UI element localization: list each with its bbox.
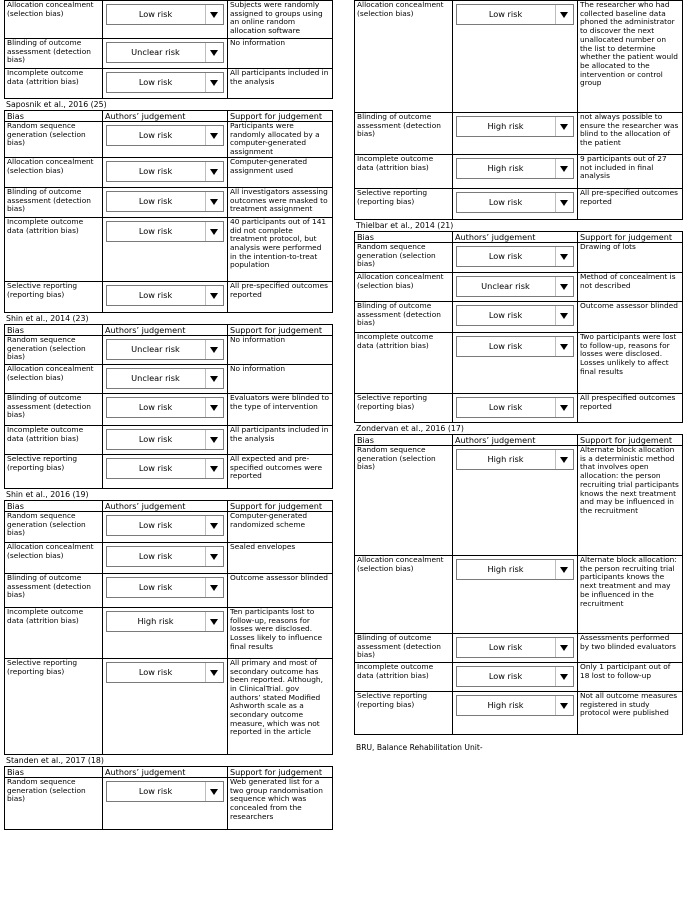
bias-domain: Random sequence generation (selection bias) (5, 122, 103, 158)
judgement-cell (103, 1, 228, 39)
support-text: The researcher who had collected baseline data phoned the administrator to discover the next unallocated number on the list to determine whether the patient would be allocated to the intervention or control group (578, 1, 683, 113)
header-judgement: Authors’ judgement (103, 324, 228, 335)
judgement-value: Low risk (138, 130, 173, 140)
table-row (355, 302, 683, 333)
bias-domain: Selective reporting (reporting bias) (5, 454, 103, 488)
judgement-value: Low risk (488, 671, 523, 681)
judgement-dropdown[interactable] (106, 72, 224, 93)
judgement-cell (103, 542, 228, 573)
chevron-down-icon[interactable] (205, 578, 223, 597)
chevron-down-icon[interactable] (205, 516, 223, 535)
judgement-dropdown[interactable] (456, 336, 574, 357)
risk-table-zondervan (354, 434, 683, 735)
judgement-cell (453, 333, 578, 394)
judgement-dropdown[interactable] (106, 611, 224, 632)
judgement-cell (103, 511, 228, 542)
judgement-cell (103, 217, 228, 281)
header-bias: Bias (5, 324, 103, 335)
bias-domain: Random sequence generation (selection bias) (355, 243, 453, 273)
judgement-dropdown[interactable] (456, 158, 574, 179)
right-continued-table (354, 0, 683, 220)
study-title: Zondervan et al., 2016 (17) (356, 424, 464, 433)
judgement-cell (103, 777, 228, 829)
support-text: All pre-specified outcomes reported (228, 281, 333, 312)
bias-domain: Allocation concealment (selection bias) (5, 542, 103, 573)
table-row (5, 39, 333, 69)
judgement-dropdown[interactable] (106, 577, 224, 598)
support-text: All investigators assessing outcomes were masked to treatment assignment (228, 187, 333, 217)
judgement-value: Low risk (138, 581, 173, 592)
bias-domain: Blinding of outcome assessment (detection bias) (5, 573, 103, 607)
judgement-value: Low risk (488, 402, 523, 412)
judgement-dropdown[interactable] (106, 42, 224, 63)
support-text: No information (228, 39, 333, 69)
bias-domain: Selective reporting (reporting bias) (5, 281, 103, 312)
support-text: Sealed envelopes (228, 542, 333, 573)
table-row (355, 692, 683, 735)
table-row (5, 393, 333, 425)
judgement-dropdown[interactable] (106, 161, 224, 182)
support-text: Not all outcome measures registered in study protocol were published (578, 692, 683, 735)
table-body (5, 511, 333, 754)
support-text: Participants were randomly allocated by a computer-generated assignment (228, 122, 333, 158)
chevron-down-icon[interactable] (205, 192, 223, 211)
header-support: Support for judgement (228, 766, 333, 777)
table-body (5, 122, 333, 313)
table-row (5, 217, 333, 281)
risk-table-shin-2016 (4, 500, 333, 755)
judgement-value: Low risk (488, 341, 523, 351)
judgement-value: Low risk (138, 550, 173, 561)
bias-domain: Allocation concealment (selection bias) (5, 364, 103, 393)
bias-domain: Incomplete outcome data (attrition bias) (5, 217, 103, 281)
judgement-value: Low risk (138, 462, 173, 473)
bias-domain: Selective reporting (reporting bias) (355, 189, 453, 220)
table-row (355, 333, 683, 394)
table-row (5, 281, 333, 312)
judgement-cell (103, 122, 228, 158)
support-text: Ten participants lost to follow-up, reasons for losses were disclosed. Losses likely to influence final results (228, 607, 333, 658)
judgement-value: Low risk (138, 785, 173, 796)
support-text: Outcome assessor blinded (578, 302, 683, 333)
support-text: Evaluators were blinded to the type of intervention (228, 393, 333, 425)
support-text: 9 participants out of 27 not included in final analysis (578, 155, 683, 189)
table-row (5, 364, 333, 393)
header-support: Support for judgement (578, 435, 683, 446)
chevron-down-icon[interactable] (555, 398, 573, 417)
bias-domain: Allocation concealment (selection bias) (5, 157, 103, 187)
judgement-dropdown[interactable] (106, 397, 224, 418)
bias-domain: Incomplete outcome data (attrition bias) (5, 425, 103, 454)
table-body (5, 335, 333, 488)
judgement-dropdown[interactable] (106, 191, 224, 212)
table-row (5, 425, 333, 454)
judgement-dropdown[interactable] (106, 515, 224, 536)
judgement-value: Low risk (138, 433, 173, 444)
bias-domain: Incomplete outcome data (attrition bias) (355, 155, 453, 189)
bias-domain: Blinding of outcome assessment (detection bias) (5, 39, 103, 69)
judgement-value: Low risk (138, 165, 173, 176)
judgement-value: High risk (487, 700, 524, 710)
header-row (355, 232, 683, 243)
chevron-down-icon[interactable] (205, 782, 223, 801)
header-bias: Bias (355, 435, 453, 446)
header-bias: Bias (5, 500, 103, 511)
header-bias: Bias (5, 766, 103, 777)
right-column (354, 0, 682, 753)
support-text: 40 participants out of 141 did not complete treatment protocol, but analysis were performed in the intention-to-treat population (228, 217, 333, 281)
judgement-dropdown[interactable] (456, 397, 574, 418)
judgement-value: Low risk (138, 666, 173, 677)
table-row (355, 634, 683, 663)
judgement-value: Unclear risk (481, 281, 530, 291)
judgement-value: High risk (487, 454, 524, 464)
bias-domain: Allocation concealment (selection bias) (355, 1, 453, 113)
chevron-down-icon[interactable] (555, 450, 573, 469)
chevron-down-icon[interactable] (205, 162, 223, 181)
bias-domain: Selective reporting (reporting bias) (5, 658, 103, 754)
chevron-down-icon[interactable] (205, 286, 223, 305)
header-bias: Bias (5, 111, 103, 122)
study-title: Standen et al., 2017 (18) (6, 755, 104, 765)
judgement-cell (453, 155, 578, 189)
judgement-cell (103, 573, 228, 607)
chevron-down-icon[interactable] (555, 117, 573, 136)
support-text: Only 1 participant out of 18 lost to follow-up (578, 663, 683, 692)
judgement-cell (453, 692, 578, 735)
chevron-down-icon[interactable] (205, 459, 223, 478)
table-row (5, 122, 333, 158)
judgement-value: Low risk (488, 310, 523, 320)
chevron-down-icon[interactable] (555, 696, 573, 715)
judgement-cell (453, 273, 578, 302)
bias-domain: Incomplete outcome data (attrition bias) (355, 663, 453, 692)
study-title: Thielbar et al., 2014 (21) (356, 221, 454, 230)
judgement-cell (103, 69, 228, 99)
judgement-dropdown[interactable] (106, 546, 224, 567)
judgement-cell (453, 663, 578, 692)
chevron-down-icon[interactable] (555, 247, 573, 266)
judgement-dropdown[interactable] (106, 429, 224, 450)
judgement-dropdown[interactable] (106, 125, 224, 146)
study-title: Shin et al., 2016 (19) (6, 489, 89, 499)
chevron-down-icon[interactable] (205, 43, 223, 62)
header-judgement: Authors’ judgement (103, 111, 228, 122)
chevron-down-icon[interactable] (555, 306, 573, 325)
chevron-down-icon[interactable] (205, 612, 223, 631)
table-row (5, 658, 333, 754)
table-row (5, 607, 333, 658)
support-text: Alternate block allocation is a deterministic method that involves open allocation: the person recruiting trial participants knows the next treatment and may be influenced in the recruitment (578, 446, 683, 556)
table-body (5, 777, 333, 829)
table-row (355, 273, 683, 302)
table-row (5, 157, 333, 187)
judgement-value: Unclear risk (131, 343, 180, 354)
judgement-dropdown[interactable] (106, 285, 224, 306)
support-text: All expected and pre-specified outcomes were reported (228, 454, 333, 488)
bias-domain: Selective reporting (reporting bias) (355, 394, 453, 423)
support-text: Subjects were randomly assigned to groups using an online random allocation software (228, 1, 333, 39)
judgement-dropdown[interactable] (106, 368, 224, 389)
support-text: not always possible to ensure the researcher was blind to the allocation of the patient (578, 113, 683, 155)
bias-domain: Incomplete outcome data (attrition bias) (355, 333, 453, 394)
table-body (355, 1, 683, 220)
chevron-down-icon[interactable] (205, 369, 223, 388)
judgement-dropdown[interactable] (106, 339, 224, 360)
table-row (355, 189, 683, 220)
support-text: All primary and most of secondary outcome has been reported. Although, in ClinicalTrial. gov authors’ stated Modified Ashworth scale as a secondary outcome measure, which was not reported in the article (228, 658, 333, 754)
support-text: Drawing of lots (578, 243, 683, 273)
table-body (5, 1, 333, 99)
table-row (355, 155, 683, 189)
chevron-down-icon[interactable] (555, 277, 573, 296)
judgement-value: Low risk (138, 195, 173, 206)
judgement-dropdown[interactable] (106, 4, 224, 25)
chevron-down-icon[interactable] (205, 126, 223, 145)
header-judgement: Authors’ judgement (103, 766, 228, 777)
judgement-cell (453, 302, 578, 333)
judgement-dropdown[interactable] (106, 458, 224, 479)
table-row (5, 542, 333, 573)
chevron-down-icon[interactable] (205, 5, 223, 24)
bias-domain: Blinding of outcome assessment (detection bias) (355, 634, 453, 663)
table-row (355, 446, 683, 556)
judgement-dropdown[interactable] (456, 276, 574, 297)
judgement-dropdown[interactable] (456, 695, 574, 716)
study-title: Saposnik et al., 2016 (25) (6, 100, 107, 109)
table-row (5, 187, 333, 217)
judgement-dropdown[interactable] (456, 116, 574, 137)
table-row (5, 1, 333, 39)
chevron-down-icon[interactable] (555, 5, 573, 24)
judgement-cell (453, 446, 578, 556)
bias-domain: Blinding of outcome assessment (detection bias) (5, 393, 103, 425)
judgement-value: High risk (487, 564, 524, 574)
header-row (5, 500, 333, 511)
header-row (5, 766, 333, 777)
judgement-cell (453, 113, 578, 155)
support-text: Assessments performed by two blinded evaluators (578, 634, 683, 663)
risk-table-standen (4, 766, 333, 830)
bias-domain: Selective reporting (reporting bias) (355, 692, 453, 735)
judgement-value: Low risk (138, 289, 173, 300)
judgement-dropdown[interactable] (106, 221, 224, 242)
judgement-dropdown[interactable] (456, 305, 574, 326)
table-row (5, 777, 333, 829)
chevron-down-icon[interactable] (555, 638, 573, 657)
support-text: No information (228, 335, 333, 364)
left-column (4, 0, 332, 830)
judgement-value: Low risk (138, 77, 173, 87)
judgement-dropdown[interactable] (456, 4, 574, 25)
left-continued-table (4, 0, 333, 99)
chevron-down-icon[interactable] (205, 222, 223, 241)
table-row (355, 394, 683, 423)
judgement-value: High risk (137, 615, 174, 626)
bias-domain: Allocation concealment (selection bias) (5, 1, 103, 39)
support-text: All prespecified outcomes reported (578, 394, 683, 423)
support-text: Computer-generated randomized scheme (228, 511, 333, 542)
table-row (5, 335, 333, 364)
judgement-dropdown[interactable] (456, 666, 574, 687)
support-text: Alternate block allocation: the person recruiting trial participants knows the next treatment and may be influenced in the recruitment (578, 556, 683, 634)
table-row (5, 454, 333, 488)
judgement-dropdown[interactable] (106, 781, 224, 802)
table-row (5, 511, 333, 542)
judgement-cell (453, 1, 578, 113)
judgement-dropdown[interactable] (456, 449, 574, 470)
table-row (355, 243, 683, 273)
judgement-cell (103, 425, 228, 454)
bias-domain: Allocation concealment (selection bias) (355, 556, 453, 634)
chevron-down-icon[interactable] (205, 73, 223, 92)
support-text: Method of concealment is not described (578, 273, 683, 302)
header-row (5, 111, 333, 122)
judgement-cell (103, 281, 228, 312)
chevron-down-icon[interactable] (555, 560, 573, 579)
support-text: Computer-generated assignment used (228, 157, 333, 187)
chevron-down-icon[interactable] (205, 340, 223, 359)
judgement-cell (453, 394, 578, 423)
support-text: Two participants were lost to follow-up, reasons for losses were disclosed. Losses unlikely to affect final results (578, 333, 683, 394)
judgement-value: Unclear risk (131, 47, 180, 57)
bias-domain: Incomplete outcome data (attrition bias) (5, 607, 103, 658)
judgement-cell (103, 335, 228, 364)
header-support: Support for judgement (228, 324, 333, 335)
judgement-cell (103, 454, 228, 488)
judgement-cell (103, 658, 228, 754)
chevron-down-icon[interactable] (555, 193, 573, 212)
judgement-value: Low risk (138, 9, 173, 19)
study-title: Shin et al., 2014 (23) (6, 313, 89, 323)
support-text: Web generated list for a two group randomisation sequence which was concealed from the researchers (228, 777, 333, 829)
bias-domain: Blinding of outcome assessment (detection bias) (5, 187, 103, 217)
bias-domain: Allocation concealment (selection bias) (355, 273, 453, 302)
bias-domain: Random sequence generation (selection bias) (5, 335, 103, 364)
judgement-cell (453, 556, 578, 634)
judgement-cell (103, 393, 228, 425)
support-text: All participants included in the analysis (228, 69, 333, 99)
table-row (355, 113, 683, 155)
judgement-value: Unclear risk (131, 372, 180, 383)
header-support: Support for judgement (228, 500, 333, 511)
judgement-cell (103, 364, 228, 393)
judgement-value: Low risk (488, 251, 523, 261)
chevron-down-icon[interactable] (205, 398, 223, 417)
bias-domain: Blinding of outcome assessment (detection bias) (355, 302, 453, 333)
chevron-down-icon[interactable] (555, 337, 573, 356)
header-support: Support for judgement (228, 111, 333, 122)
judgement-dropdown[interactable] (106, 662, 224, 683)
judgement-cell (453, 243, 578, 273)
header-row (5, 324, 333, 335)
table-row (5, 69, 333, 99)
footnote: BRU, Balance Rehabilitation Unit- (356, 743, 483, 752)
header-support: Support for judgement (578, 232, 683, 243)
bias-domain: Random sequence generation (selection bias) (355, 446, 453, 556)
judgement-value: Low risk (488, 9, 523, 19)
judgement-value: Low risk (138, 225, 173, 236)
judgement-value: High risk (487, 163, 524, 173)
support-text: Outcome assessor blinded (228, 573, 333, 607)
table-row (355, 1, 683, 113)
judgement-cell (453, 189, 578, 220)
support-text: No information (228, 364, 333, 393)
support-text: All pre-specified outcomes reported (578, 189, 683, 220)
header-bias: Bias (355, 232, 453, 243)
table-row (355, 556, 683, 634)
chevron-down-icon[interactable] (205, 547, 223, 566)
judgement-cell (453, 634, 578, 663)
judgement-dropdown[interactable] (456, 559, 574, 580)
chevron-down-icon[interactable] (555, 667, 573, 686)
table-row (355, 663, 683, 692)
header-row (355, 435, 683, 446)
bias-domain: Incomplete outcome data (attrition bias) (5, 69, 103, 99)
chevron-down-icon[interactable] (205, 430, 223, 449)
risk-table-saposnik (4, 110, 333, 313)
judgement-dropdown[interactable] (456, 246, 574, 267)
judgement-cell (103, 39, 228, 69)
judgement-value: Low risk (138, 519, 173, 530)
bias-domain: Random sequence generation (selection bias) (5, 777, 103, 829)
judgement-cell (103, 157, 228, 187)
support-text: All participants included in the analysis (228, 425, 333, 454)
chevron-down-icon[interactable] (205, 663, 223, 682)
judgement-value: Low risk (138, 401, 173, 412)
header-judgement: Authors’ judgement (453, 435, 578, 446)
judgement-value: Low risk (488, 197, 523, 207)
bias-domain: Random sequence generation (selection bias) (5, 511, 103, 542)
judgement-dropdown[interactable] (456, 637, 574, 658)
table-row (5, 573, 333, 607)
table-body (355, 446, 683, 735)
judgement-value: Low risk (488, 642, 523, 652)
judgement-dropdown[interactable] (456, 192, 574, 213)
risk-table-shin-2014 (4, 324, 333, 489)
judgement-cell (103, 607, 228, 658)
header-judgement: Authors’ judgement (103, 500, 228, 511)
chevron-down-icon[interactable] (555, 159, 573, 178)
judgement-value: High risk (487, 121, 524, 131)
risk-table-thielbar (354, 231, 683, 423)
header-judgement: Authors’ judgement (453, 232, 578, 243)
judgement-cell (103, 187, 228, 217)
bias-domain: Blinding of outcome assessment (detection bias) (355, 113, 453, 155)
table-body (355, 243, 683, 423)
